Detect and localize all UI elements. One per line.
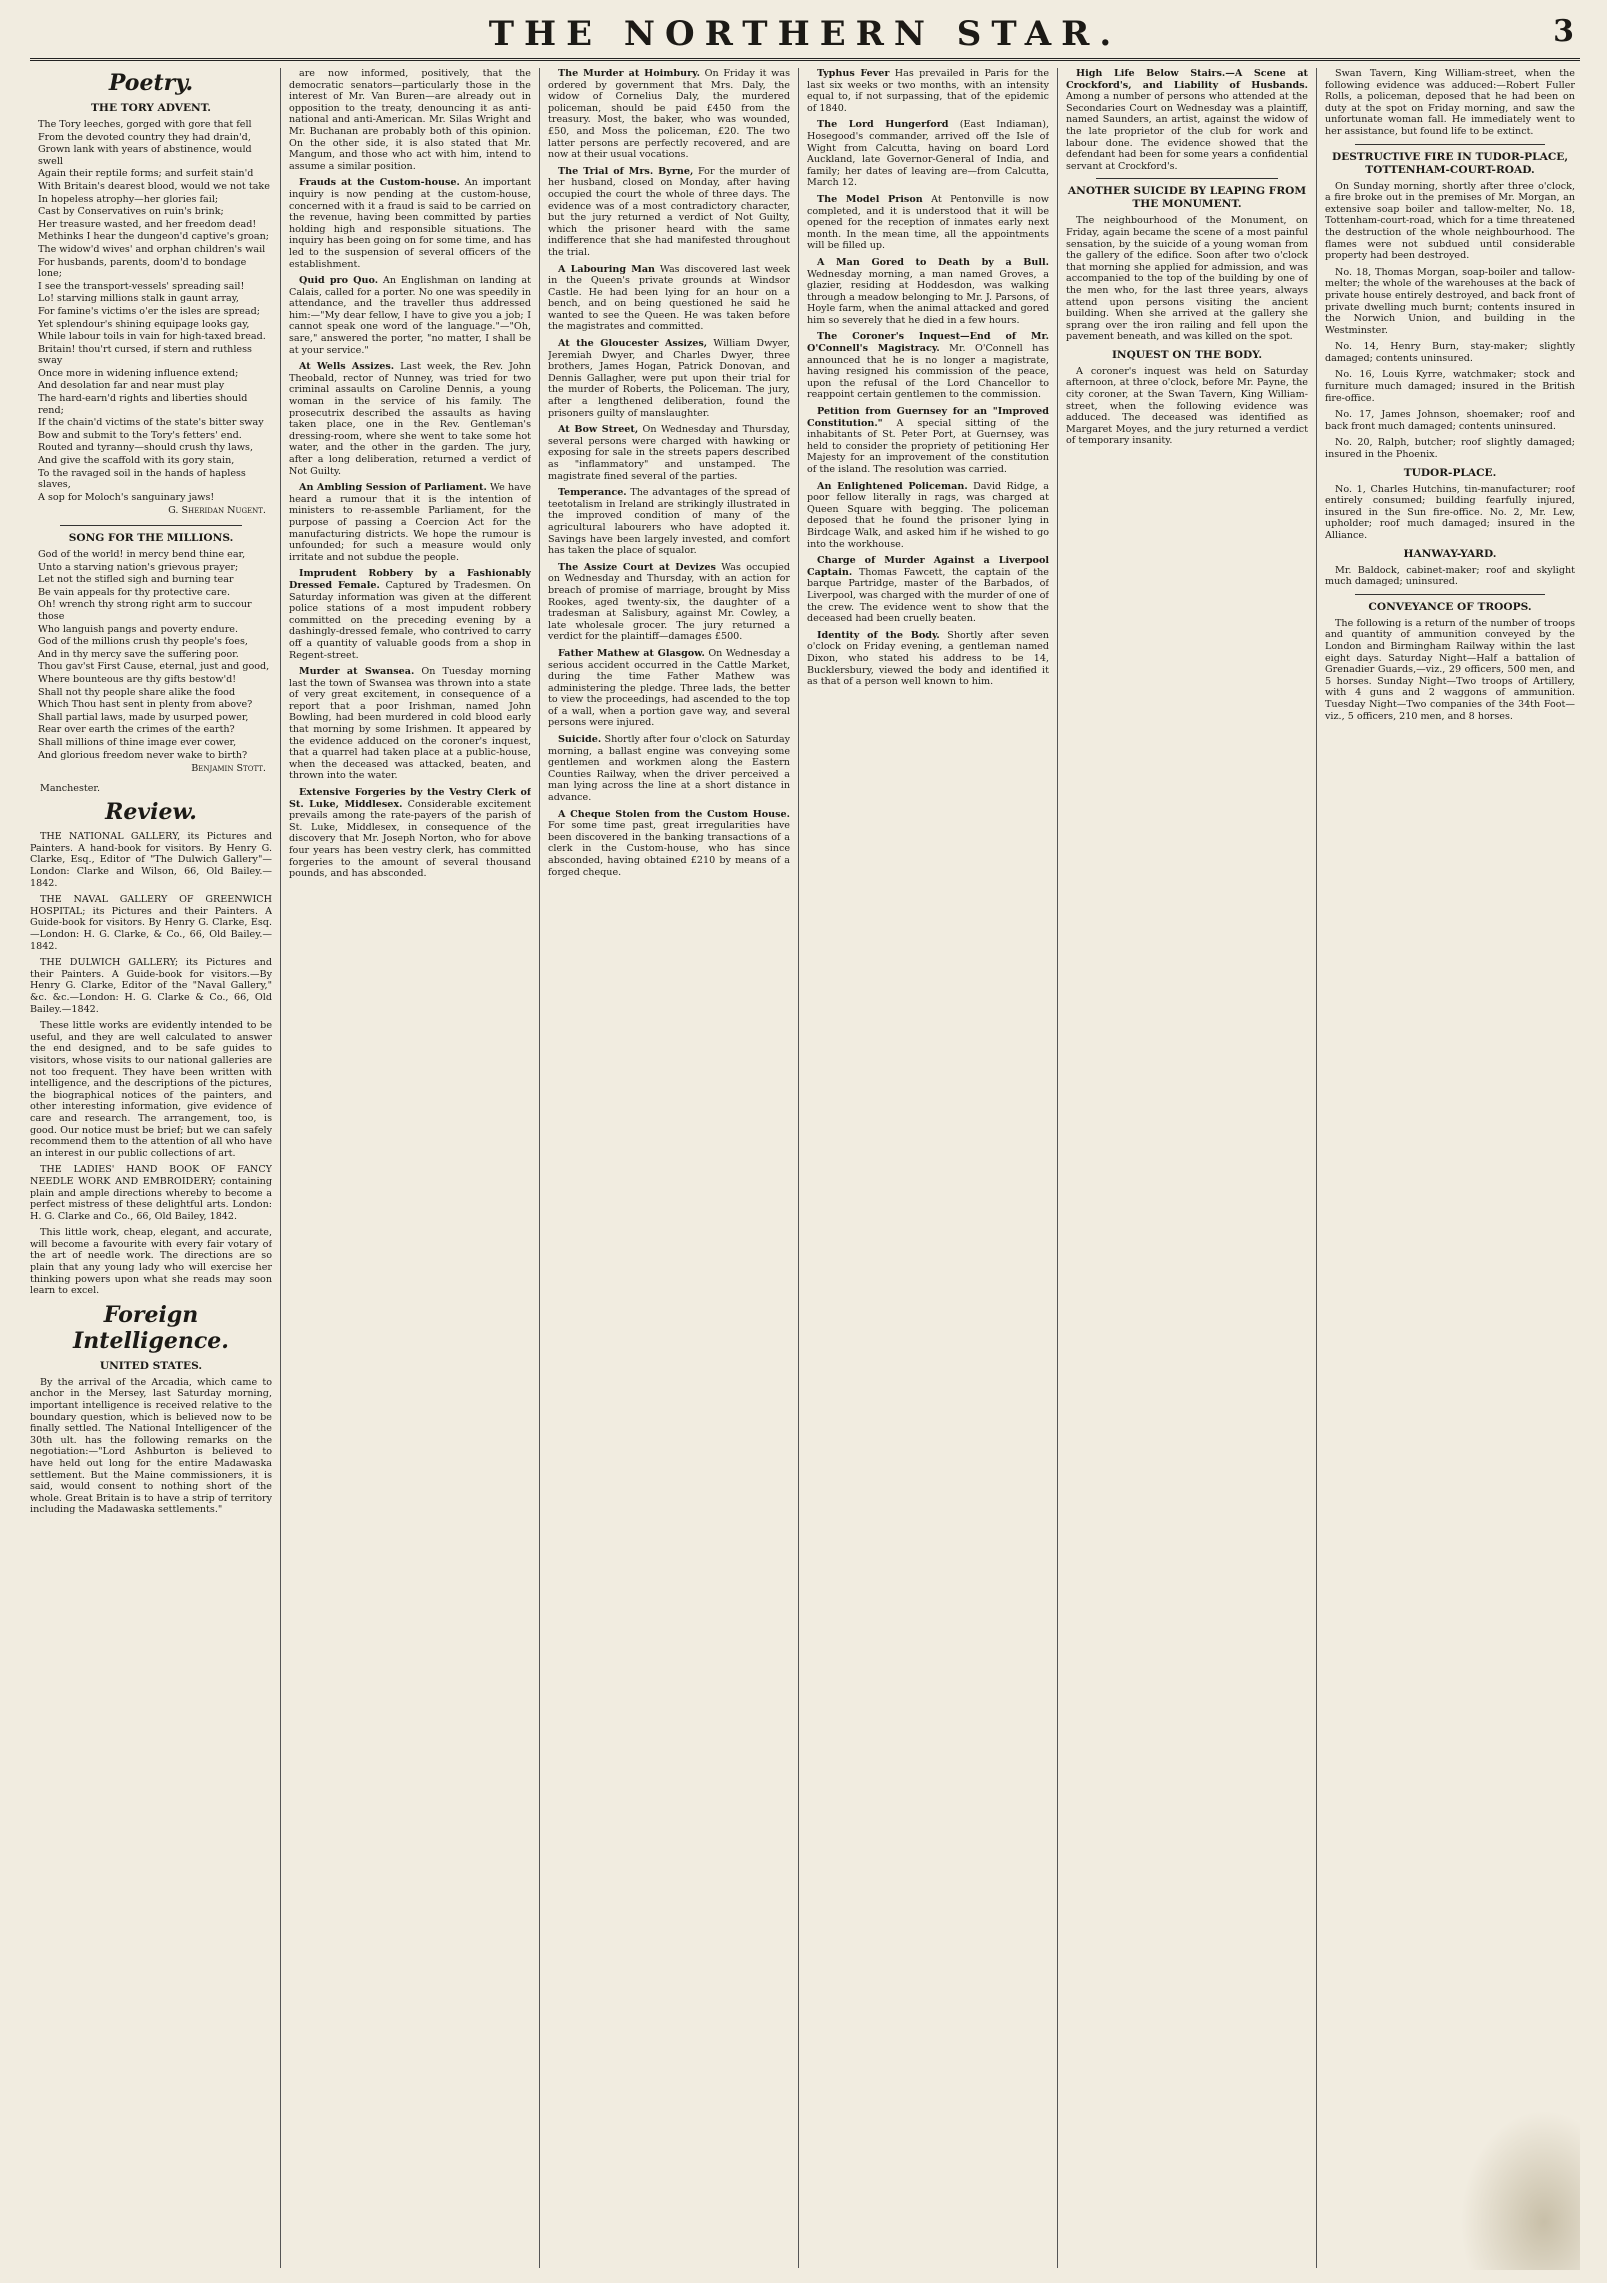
article-heading: The Coroner's Inquest—End of Mr. O'Connell's Magistracy. (807, 331, 1049, 355)
poem-line: Shall partial laws, made by usurped power, (38, 711, 249, 723)
article-body: Last week, the Rev. John Theobald, rector of Nunney, was tried for two criminal assaults on Caroline Dennis, a young woman in the service of his family. The prosecutrix described the assaults as having taken place, one in the Rev. Gentleman's dressing-room, where she went to take some hot water, and the other in the garden. The jury, after a long deliberation, returned a verdict of Not Guilty. (289, 361, 531, 477)
poem-line: Let not the stifled sigh and burning tear (38, 574, 234, 586)
poem-line: Oh! wrench thy strong right arm to succour those (38, 599, 252, 622)
article-heading: Quid pro Quo. (299, 275, 379, 287)
article-body: A coroner's inquest was held on Saturday afternoon, at three o'clock, before Mr. Payne, the city coroner, at the Swan Tavern, King William-street, when the following evidence was adduced. The deceased was identified as Margaret Moyes, and the jury returned a verdict of temporary insanity. (1066, 365, 1308, 447)
poem-line: And in thy mercy save the suffering poor. (38, 648, 239, 660)
article-body: Shortly after four o'clock on Saturday morning, a ballast engine was conveying some gentlemen and workmen along the Eastern Counties Railway, when the driver perceived a man lying across the line at a short distance in advance. (548, 734, 790, 804)
divider (1096, 178, 1278, 179)
article-heading: Typhus Fever (817, 68, 890, 79)
page-stain (1460, 2110, 1580, 2270)
article-heading: At Wells Assizes. (299, 361, 395, 373)
article-body: Shortly after seven o'clock on Friday evening, a gentleman named Dixon, who stated his address to be 14, Bucklersbury, viewed the body and identified it as that of a person well known to him. (807, 629, 1049, 688)
column-rule (1316, 68, 1317, 2268)
poem-line: In hopeless atrophy—her glories fail; (38, 193, 219, 205)
column-6 (1325, 68, 1575, 2268)
article-heading: A Labouring Man (558, 263, 656, 275)
poem-line: Lo! starving millions stalk in gaunt array, (38, 293, 239, 305)
insurance-entry: No. 17, James Johnson, shoemaker; roof and back front much damaged; contents uninsured. (1325, 409, 1575, 432)
poem-line: If the chain'd victims of the state's bitter sway (38, 417, 264, 429)
article-body: Swan Tavern, King William-street, when the following evidence was adduced:—Robert Fuller Rolls, a policeman, deposed that he had been on duty at the spot on Friday morning, and saw the unfortunate woman fall. He immediately went to her assistance, but found life to be extinct. (1325, 68, 1575, 137)
article-body: Captured by Tradesmen. On Saturday information was given at the different police stations of a most impudent robbery committed on the preceding evening by a dashingly-dressed female, who contrived to carry off a quantity of valuable goods from a shop in Regent-street. (289, 579, 531, 661)
article-heading: Murder at Swansea. (299, 666, 415, 678)
article-body: On Sunday morning, shortly after three o'clock, a fire broke out in the premises of Mr. Morgan, an extensive soap boiler and tallow-melter, No. 18, Tottenham-court-road, which for a time threatened the destruction of the whole neighbourhood. The flames were not subdued until considerable property had been destroyed. (1325, 180, 1575, 262)
section-heading-poetry: Poetry. (108, 70, 194, 96)
article-heading: High Life Below Stairs.—A Scene at Crockford's, and Liability of Husbands. (1066, 68, 1308, 91)
poem-author: G. Sheridan Nugent. (168, 505, 266, 517)
article-body: Considerable excitement prevails among the rate-payers of the parish of St. Luke, Middlesex, in consequence of the discovery that Mr. Joseph Norton, who for above four years has been vestry clerk, has committed forgeries to the amount of several thousand pounds, and has absconded. (289, 798, 531, 880)
poem-line: Shall millions of thine image ever cower, (38, 736, 237, 748)
article-heading: The Murder at Hoimbury. (558, 68, 700, 79)
column-2 (289, 68, 531, 2268)
article-heading: The Lord Hungerford (817, 119, 949, 131)
poem-line: The hard-earn'd rights and liberties should rend; (38, 393, 248, 416)
article-heading: HANWAY-YARD. (1403, 547, 1497, 560)
poem-line: To the ravaged soil in the hands of hapless slaves, (38, 467, 246, 491)
insurance-list (1325, 267, 1575, 461)
poem-title: SONG FOR THE MILLIONS. (68, 532, 234, 544)
poem-line: Bow and submit to the Tory's fetters' end. (38, 429, 242, 441)
poem-line: Shall not thy people share alike the food (38, 686, 236, 698)
insurance-entry: No. 20, Ralph, butcher; roof slightly damaged; insured in the Phoenix. (1325, 437, 1575, 461)
article-heading: Charge of Murder Against a Liverpool Captain. (807, 555, 1049, 578)
page-number: 3 (1553, 14, 1574, 49)
poem-line: And glorious freedom never wake to birth? (38, 749, 248, 761)
article-heading: An Ambling Session of Parliament. (299, 482, 487, 494)
divider (1355, 144, 1545, 145)
masthead (30, 10, 1580, 61)
article-heading: Petition from Guernsey for an "Improved Constitution." (807, 406, 1049, 429)
article-body: On Tuesday morning last the town of Swansea was thrown into a state of very great excitement, in consequence of a report that a poor Irishman, named John Bowling, had been murdered in cold blood early that morning by some Irishmen. It appeared by the evidence adduced on the coroner's inquest, that a quarrel had taken place at a public-house, when the deceased was attacked, beaten, and thrown into the water. (289, 666, 531, 782)
article-heading: A Cheque Stolen from the Custom House. (558, 808, 790, 820)
section-heading-foreign: Foreign Intelligence. (73, 1301, 229, 1354)
article-body: Among a number of persons who attended at the Secondaries Court on Wednesday was a plaintiff, named Saunders, an artist, against the widow of the late proprietor of the club for work and labour done. The evidence showed that the defendant had been for some years a confidential servant at Crockford's. (1066, 91, 1308, 172)
divider (60, 525, 242, 526)
place-line: Manchester. (40, 782, 100, 794)
article-heading: Imprudent Robbery by a Fashionably Dressed Female. (289, 568, 531, 591)
article-heading: Temperance. (558, 487, 627, 499)
article-body: The following is a return of the number of troops and quantity of ammunition conveyed by the London and Birmingham Railway within the last eight days. Saturday Night—Half a battalion of Grenadier Guards,—viz., 29 officers, 500 men, and 5 horses. Sunday Night—Two troops of Artillery, with 4 guns and 2 waggons of ammunition. Tuesday Night—Two companies of the 34th Foot—viz., 5 officers, 210 men, and 8 horses. (1325, 617, 1575, 722)
article-body: For the murder of her husband, closed on Monday, after having occupied the court the whole of three days. The evidence was of a most contradictory character, but the jury returned a verdict of Not Guilty, which the prisoner heard with the same indifference that she had manifested throughout the trial. (548, 165, 790, 258)
ladies-handbook-title: THE LADIES' HAND BOOK OF FANCY NEEDLE WORK AND EMBROIDERY; containing plain and ample directions whereby to become a perfect mistress of these delightful arts. London: H. G. Clarke and Co., 66, Old Bailey, 1842. (30, 1164, 272, 1222)
review-item: THE NAVAL GALLERY OF GREENWICH HOSPITAL; its Pictures and their Painters. A Guide-book for visitors. By Henry G. Clarke, Esq.—London: H. G. Clarke, & Co., 66, Old Bailey.—1842. (30, 894, 272, 952)
article-body: The neighbourhood of the Monument, on Friday, again became the scene of a most painful sensation, by the suicide of a young woman from the gallery of the edifice. Soon after two o'clock that morning she applied for admission, and was accompanied to the top of the building by one of the men who, for the last three years, always attend upon persons visiting the ancient building. When she arrived at the gallery she sprang over the iron railing and fell upon the pavement beneath, and was killed on the spot. (1066, 215, 1308, 343)
article-heading: The Model Prison (817, 193, 923, 205)
article-heading: An Enlightened Policeman. (817, 480, 968, 492)
column-3 (548, 68, 790, 2268)
poem-body (30, 119, 272, 503)
article-heading: Father Mathew at Glasgow. (558, 647, 705, 659)
column-rule (539, 68, 540, 2268)
poem-line: Methinks I hear the dungeon'd captive's groan; (38, 231, 269, 243)
poem-line: Which Thou hast sent in plenty from above? (38, 699, 253, 711)
poem-line: I see the transport-vessels' spreading sail! (38, 280, 245, 292)
poem-line: And desolation far and near must play (38, 380, 225, 392)
poem-line: God of the world! in mercy bend thine ear, (38, 549, 246, 560)
divider (1355, 594, 1545, 595)
poem-line: For husbands, parents, doom'd to bondage lone; (38, 256, 247, 280)
article-body: At Pentonville is now completed, and it is understood that it will be opened for the reception of inmates early next month. In the mean time, all the appointments will be filled up. (807, 193, 1049, 252)
article-heading: Frauds at the Custom-house. (299, 177, 460, 189)
newspaper-title: THE NORTHERN STAR. (488, 14, 1122, 54)
article-heading: At Bow Street, (558, 424, 639, 436)
column-4 (807, 68, 1049, 2268)
article-body: Has prevailed in Paris for the last six weeks or two months, with an intensity equal to, if not surpassing, that of the epidemic of 1840. (807, 68, 1049, 114)
poem-line: Be vain appeals for thy protective care. (38, 586, 231, 598)
article-heading: Identity of the Body. (817, 629, 940, 641)
poem-line: Thou gav'st First Cause, eternal, just and good, (38, 661, 270, 673)
article-body: Mr. Baldock, cabinet-maker; roof and skylight much damaged; uninsured. (1325, 564, 1575, 588)
poem-line: For famine's victims o'er the isles are spread; (38, 305, 260, 317)
ladies-handbook-body: This little work, cheap, elegant, and accurate, will become a favourite with every fair votary of the art of needle work. The directions are so plain that any young lady who will exercise her thinking powers upon what she reads may soon learn to excel. (30, 1227, 272, 1297)
poem-line: A sop for Moloch's sanguinary jaws! (38, 491, 215, 503)
poem-line: Rear over earth the crimes of the earth? (38, 724, 235, 736)
poem-title: THE TORY ADVENT. (91, 102, 211, 114)
article-body: No. 1, Charles Hutchins, tin-manufacturer; roof entirely consumed; building fearfully injured, insured in the Sun fire-office. No. 2, Mr. Lew, upholder; roof much damaged; insured in the Alliance. (1325, 483, 1575, 541)
article-body: For some time past, great irregularities have been discovered in the banking transactions of a clerk in the Custom-house, who has since absconded, having obtained £210 by means of a forged cheque. (548, 820, 790, 878)
article-heading: A Man Gored to Death by a Bull. (817, 256, 1049, 268)
poem-line: The widow'd wives' and orphan children's wail (38, 243, 266, 255)
article-body: Mr. O'Connell has announced that he is no longer a magistrate, having resigned his commission of the peace, upon the refusal of the Lord Chancellor to reappoint certain gentlemen to the commission. (807, 343, 1049, 401)
poem-line: Britain! thou'rt cursed, if stern and ruthless sway (38, 343, 252, 367)
poem-body (30, 549, 272, 761)
article-heading: The Trial of Mrs. Byrne, (558, 165, 694, 177)
insurance-entry: No. 14, Henry Burn, stay-maker; slightly damaged; contents uninsured. (1325, 341, 1575, 364)
article-body: William Dwyer, Jeremiah Dwyer, and Charles Dwyer, three brothers, James Hogan, Patrick Donovan, and Dennis Gallagher, were put upon their trial for the murder of Roberts, the Policeman. The jury, after a lengthened deliberation, found the prisoners guilty of manslaughter. (548, 338, 790, 419)
article-heading: Extensive Forgeries by the Vestry Clerk of St. Luke, Middlesex. (289, 787, 531, 810)
article-body: A special sitting of the inhabitants of St. Peter Port, at Guernsey, was held to consider the propriety of petitioning Her Majesty for an improvement of the constitution of the island. The resolution was carried. (807, 417, 1049, 475)
review-body: These little works are evidently intended to be useful, and they are well calculated to answer the end designed, and to be safe guides to visitors, whose visits to our national galleries are not too frequent. They have been written with intelligence, and the descriptions of the pictures, the biographical notices of the painters, and other interesting information, give evidence of care and research. The arrangement, too, is good. Our notice must be brief; but we can safely recommend them to the attention of all who have an interest in our public collections of art. (30, 1020, 272, 1159)
poem-line: Again their reptile forms; and surfeit stain'd (38, 168, 254, 180)
article-heading: ANOTHER SUICIDE BY LEAPING FROM THE MONUMENT. (1067, 185, 1307, 211)
article-columns (30, 68, 1580, 2268)
article-heading: INQUEST ON THE BODY. (1111, 348, 1263, 361)
poem-line: With Britain's dearest blood, would we not take (38, 180, 270, 192)
article-body: Was discovered last week in the Queen's private grounds at Windsor Castle. He had been lying for an hour on a bench, and on being questioned he said he wanted to see the Queen. He was taken before the magistrates and committed. (548, 263, 790, 333)
poem-line: Who languish pangs and poverty endure. (38, 623, 239, 635)
article-heading: DESTRUCTIVE FIRE IN TUDOR-PLACE, TOTTENHAM-COURT-ROAD. (1331, 150, 1569, 176)
column-1 (30, 68, 272, 2268)
poem-line: The Tory leeches, gorged with gore that fell (38, 119, 252, 130)
poem-line: God of the millions crush thy people's foes, (38, 636, 248, 648)
article-body: Thomas Fawcett, the captain of the barque Partridge, master of the Barbados, of Liverpool, was charged with the murder of one of the crew. The evidence went to show that the deceased had been cruelly beaten. (807, 566, 1049, 625)
article-body: We have heard a rumour that it is the intention of ministers to re-assemble Parliament, for the purpose of passing a Coercion Act for the manufacturing districts. We hope the rumour is unfounded; for such a measure would only irritate and not subdue the people. (289, 482, 531, 563)
article-body: David Ridge, a poor fellow literally in rags, was charged at Queen Square with begging. The policeman deposed that he found the prisoner lying in Birdcage Walk, and asked him if he wished to go into the workhouse. (807, 480, 1049, 550)
article-body: Was occupied on Wednesday and Thursday, with an action for breach of promise of marriage, brought by Miss Rookes, aged twenty-six, the daughter of a tradesman at Salisbury, against Mr. Cowley, a late wholesale grocer. The jury returned a verdict for the plaintiff—damages £500. (548, 561, 790, 643)
column-rule (1057, 68, 1058, 2268)
poem-line: Her treasure wasted, and her freedom dead! (38, 218, 257, 230)
poem-line: While labour toils in vain for high-taxed bread. (38, 331, 266, 343)
column-rule (798, 68, 799, 2268)
poem-line: And give the scaffold with its gory stain, (38, 455, 235, 467)
poem-line: From the devoted country they had drain'd, (38, 131, 251, 143)
poem-line: Grown lank with years of abstinence, would swell (38, 144, 252, 167)
article-heading: UNITED STATES. (99, 1359, 203, 1372)
review-item: THE NATIONAL GALLERY, its Pictures and Painters. A hand-book for visitors. By Henry G. Clarke, Esq., Editor of "The Dulwich Gallery"—London: Clarke and Wilson, 66, Old Bailey.—1842. (30, 831, 272, 889)
insurance-entry: No. 18, Thomas Morgan, soap-boiler and tallow-melter; the whole of the warehouses at the back of private house entirely destroyed, and back front of private dwelling much burnt; contents insured in the Norwich Union, and building in the Westminster. (1325, 266, 1575, 336)
article-body: The advantages of the spread of teetotalism in Ireland are strikingly illustrated in the improved condition of many of the agricultural labourers who have adopted it. Savings have been largely invested, and comfort has taken the place of squalor. (548, 487, 790, 557)
article-heading: The Assize Court at Devizes (558, 561, 716, 573)
article-body: (East Indiaman), Hosegood's commander, arrived off the Isle of Wight from Calcutta, having on board Lord Auckland, late Governor-General of India, and family; her dates of leaving are—from Calcutta, March 12. (807, 119, 1049, 189)
article-heading: Suicide. (558, 734, 602, 746)
article-body: An Englishman on landing at Calais, called for a porter. No one was speedily in attendance, and the traveller thus addressed him:—"My dear fellow, I have to give you a job; I cannot speak one word of the language."—"Oh, sare," answered the porter, "no matter, I shall be at your service." (289, 275, 531, 356)
poem-line: Routed and tyranny—should crush thy laws, (38, 442, 254, 454)
insurance-entry: No. 16, Louis Kyrre, watchmaker; stock and furniture much damaged; insured in the British fire-office. (1325, 369, 1575, 404)
review-item: THE DULWICH GALLERY; its Pictures and their Painters. A Guide-book for visitors.—By Henry G. Clarke, Editor of the "Naval Gallery," &c. &c.—London: H. G. Clarke & Co., 66, Old Bailey.—1842. (30, 957, 272, 1015)
poem-line: Where bounteous are thy gifts bestow'd! (38, 673, 237, 685)
article-body: Wednesday morning, a man named Groves, a glazier, residing at Hoddesdon, was walking through a meadow belonging to Mr. J. Parsons, of Hoyle farm, when the animal attacked and gored him so severely that he died in a few hours. (807, 268, 1049, 326)
poem-author: Benjamin Stott. (191, 763, 266, 775)
article-body: An important inquiry is now pending at the custom-house, concerned with it a fraud is said to be carried on the revenue, having been committed by parties holding high and responsible situations. The inquiry has been going on for some time, and has led to the suspension of several officers of the establishment. (289, 177, 531, 270)
poem-line: Unto a starving nation's grievous prayer; (38, 561, 239, 573)
poem-line: Cast by Conservatives on ruin's brink; (38, 206, 224, 218)
article-body: On Wednesday and Thursday, several persons were charged with hawking or exposing for sale in the streets papers described as "inflammatory" and unstamped. The magistrate fined several of the parties. (548, 424, 790, 482)
poem-line: Once more in widening influence extend; (38, 367, 239, 379)
poem-line: Yet splendour's shining equipage looks gay, (38, 318, 250, 330)
column-5 (1066, 68, 1308, 2268)
article-body: On Friday it was ordered by government that Mrs. Daly, the widow of Cornelius Daly, the murdered policeman, should be paid £450 from the treasury. Most, the baker, who was wounded, £50, and Moss the policeman, £20. The two latter persons are perfectly recovered, and are now at their usual vocations. (548, 68, 790, 161)
article-body: are now informed, positively, that the democratic senators—particularly those in the interest of Mr. Van Buren—are already out in opposition to the treaty, denouncing it as anti-national and anti-American. Mr. Silas Wright and Mr. Buchanan are probably both of this opinion. On the other side, it is also stated that Mr. Mangum, and those who act with him, intend to assume a similar position. (289, 68, 531, 172)
article-body: By the arrival of the Arcadia, which came to anchor in the Mersey, last Saturday morning, important intelligence is received relative to the boundary question, which is believed now to be finally settled. The National Intelligencer of the 30th ult. has the following remarks on the negotiation:—"Lord Ashburton is believed to have held out long for the entire Madawaska settlement. But the Maine commissioners, it is said, would consent to nothing short of the whole. Great Britain is to have a strip of territory including the Madawaska settlements." (30, 1376, 272, 1516)
section-heading-review: Review. (105, 799, 197, 826)
column-rule (280, 68, 281, 2268)
article-heading: TUDOR-PLACE. (1403, 466, 1497, 479)
review-list (30, 831, 272, 1015)
article-heading: CONVEYANCE OF TROOPS. (1368, 600, 1532, 613)
article-body: On Wednesday a serious accident occurred in the Cattle Market, during the time Father Mathew was administering the pledge. Three lads, the better to view the proceedings, had ascended to the top of a wall, when a portion gave way, and several persons were injured. (548, 647, 790, 729)
article-heading: At the Gloucester Assizes, (558, 338, 708, 350)
newspaper-page (30, 10, 1580, 2270)
